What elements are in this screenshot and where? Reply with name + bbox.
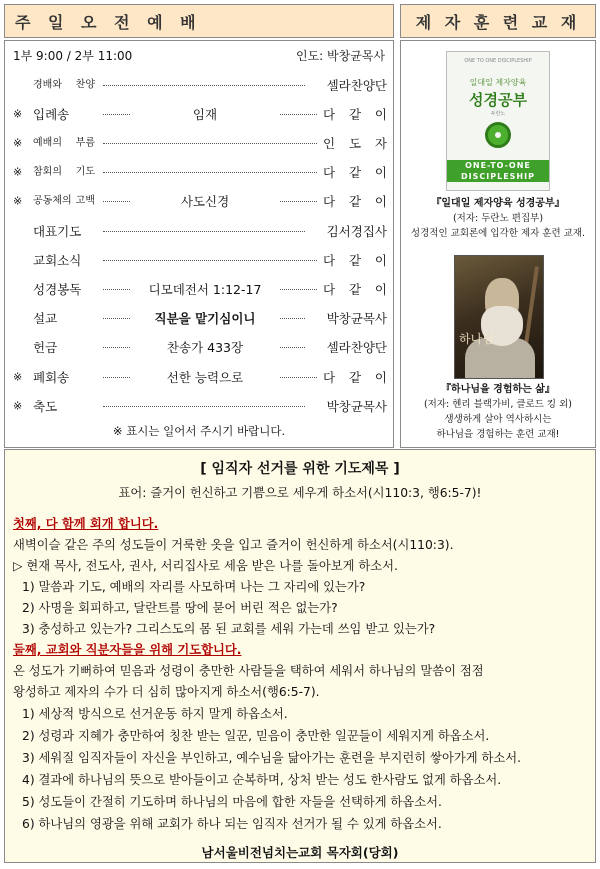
worship-order-row: [5, 216, 393, 245]
order-item-leader: 인 도 자: [323, 135, 387, 151]
worship-order-row: [5, 391, 393, 420]
first-heading: 첫째, 다 함께 회개 합니다.: [13, 517, 159, 531]
order-item-leader: 박창균목사: [326, 311, 387, 327]
standing-mark: ※: [13, 136, 23, 150]
order-item-name: 참회의 기도: [33, 166, 95, 178]
order-item-name: 성경봉독: [33, 281, 82, 297]
service-times-line: [13, 47, 385, 65]
order-item-leader: 다 같 이: [323, 106, 387, 122]
order-item-name: 입례송: [33, 106, 70, 122]
order-item-leader: 다 같 이: [323, 194, 387, 210]
first-line-2: ▷ 현재 목사, 전도사, 권사, 서리집사로 세움 받은 나를 돌아보게 하소서.: [13, 559, 398, 573]
second-item-1: 1) 세상적 방식으로 선거운동 하지 말게 하옵소서.: [22, 707, 288, 721]
prayer-topics-panel: [4, 449, 596, 863]
order-item-name: 설교: [33, 311, 58, 327]
worship-order-row: [5, 304, 393, 333]
worship-order-panel: [4, 40, 394, 448]
order-item-detail: 직분을 맡기심이니: [154, 311, 256, 327]
book1-cover-title: 성경공부: [469, 91, 527, 109]
book1-cover-top: ONE TO ONE DISCIPLESHIP: [464, 58, 532, 64]
dot-leader: [103, 260, 317, 261]
worship-order-row: [5, 187, 393, 216]
order-item-name: 폐회송: [33, 369, 70, 385]
second-item-5: 5) 성도들이 간절히 기도하며 하나님의 마음에 합한 자들을 선택하게 하옵소서.: [22, 795, 442, 809]
order-item-name: 경배와 찬양: [33, 79, 95, 90]
order-item-leader: 김서경집사: [326, 223, 387, 239]
order-item-name: 예배의 부름: [33, 137, 95, 149]
wheel-icon: [485, 122, 511, 148]
order-item-name: 공동체의 고백: [33, 195, 95, 207]
order-item-name: 헌금: [33, 340, 58, 356]
order-item-leader: 다 같 이: [323, 281, 387, 297]
second-item-2: 2) 성령과 지혜가 충만하여 칭찬 받는 일꾼, 믿음이 충만한 일꾼들이 세워지게 하옵소서.: [22, 729, 490, 743]
materials-panel: [400, 40, 596, 448]
book2-author: (저자: 헨리 블랙가비, 클로드 킹 외): [423, 399, 573, 410]
book1-description: 성경적인 교회론에 입각한 제자 훈련 교재.: [410, 228, 586, 239]
first-item-3: 3) 충성하고 있는가? 그리스도의 몸 된 교회를 세워 가는데 쓰임 받고 있는가?: [22, 622, 436, 636]
worship-order-row: [5, 99, 393, 128]
dot-leader: [103, 231, 305, 232]
worship-order-row: [5, 128, 393, 157]
worship-order-row: [5, 362, 393, 391]
book2-title: 『하나님을 경험하는 삶』: [441, 384, 555, 395]
worship-order-row: [5, 245, 393, 274]
order-item-leader: 셀라찬양단: [326, 77, 387, 93]
order-item-detail: 선한 능력으로: [166, 369, 244, 385]
order-item-detail: 사도신경: [180, 194, 230, 210]
standing-mark: ※: [13, 194, 23, 208]
book1-cover-band: ONE-TO-ONE DISCIPLESHIP: [447, 160, 549, 182]
prayer-footer: 남서울비전넘치는교회 목자회(당회): [201, 845, 399, 860]
prayer-title: [ 임직자 선거를 위한 기도제목 ]: [200, 461, 400, 477]
second-item-3: 3) 세워질 임직자들이 자신을 부인하고, 예수님을 닮아가는 훈련을 부지런히 쌓아가게 하소서.: [22, 751, 522, 765]
prayer-motto: 표어: 즐거이 헌신하고 기쁨으로 세우게 하소서(시110:3, 행6:5-7)!: [118, 486, 482, 500]
standing-mark: ※: [13, 399, 23, 413]
second-item-6: 6) 하나님의 영광을 위해 교회가 하나 되는 임직자 선거가 될 수 있게 하옵소서.: [22, 817, 442, 831]
order-item-leader: 다 같 이: [323, 252, 387, 268]
materials-header: 제 자 훈 련 교 재: [400, 4, 596, 38]
dot-leader: [103, 85, 305, 86]
order-item-detail: 디모데전서 1:12-17: [148, 281, 262, 297]
standing-mark: ※: [13, 165, 23, 179]
worship-header: 주 일 오 전 예 배: [4, 4, 394, 38]
worship-order-row: [5, 158, 393, 187]
second-heading: 둘째, 교회와 직분자들을 위해 기도합니다.: [13, 643, 242, 657]
book-cover-experiencing-god: [454, 255, 544, 379]
book1-cover-author: 두란노: [490, 111, 506, 117]
dot-leader: [103, 143, 317, 144]
worship-order-row: [5, 333, 393, 362]
book1-cover-subtitle: 일대일 제자양육: [469, 78, 527, 87]
worship-order-row: [5, 274, 393, 303]
order-item-name: 교회소식: [33, 252, 82, 268]
order-item-detail: 임재: [192, 106, 218, 122]
standing-note: ※ 표시는 일어서 주시기 바랍니다.: [112, 424, 286, 438]
book-cover-discipleship: [446, 51, 550, 191]
service-leader: 인도: 박창균목사: [295, 49, 385, 63]
worship-order-row: [5, 70, 393, 99]
order-item-leader: 다 같 이: [323, 165, 387, 181]
second-line-1: 온 성도가 기뻐하여 믿음과 성령이 충만한 사람들을 택하여 세워서 하나님의 말씀이 점점: [13, 664, 484, 678]
first-item-1: 1) 말씀과 기도, 예배의 자리를 사모하며 나는 그 자리에 있는가?: [22, 580, 366, 594]
first-line-1: 새벽이슬 같은 주의 성도들이 거룩한 옷을 입고 즐거이 헌신하게 하소서(시110:3).: [13, 538, 454, 552]
book2-description-1: 생생하게 살아 역사하시는: [444, 414, 552, 425]
order-item-leader: 셀라찬양단: [326, 340, 387, 356]
order-item-name: 대표기도: [33, 223, 82, 239]
service-times: 1부 9:00 / 2부 11:00: [13, 49, 133, 63]
second-item-4: 4) 결과에 하나님의 뜻으로 받아들이고 순복하며, 상처 받는 성도 한사람도 없게 하옵소서.: [22, 773, 502, 787]
order-item-detail: 찬송가 433장: [166, 340, 244, 356]
standing-mark: ※: [13, 370, 23, 383]
second-line-2: 왕성하고 제자의 수가 더 심히 많아지게 하소서(행6:5-7).: [13, 685, 320, 699]
standing-mark: ※: [13, 107, 23, 121]
book1-author: (저자: 두란노 편집부): [452, 213, 544, 224]
order-item-leader: 다 같 이: [323, 369, 387, 385]
first-item-2: 2) 사명을 회피하고, 달란트를 땅에 묻어 버린 적은 없는가?: [22, 601, 338, 615]
dot-leader: [103, 406, 305, 407]
order-item-name: 축도: [33, 398, 58, 414]
book1-title: 『일대일 제자양육 성경공부』: [431, 198, 565, 209]
order-item-leader: 박창균목사: [326, 398, 387, 414]
book2-cover-text: 하나님: [459, 332, 494, 346]
dot-leader: [103, 172, 317, 173]
book2-description-2: 하나님을 경험하는 훈련 교재!: [436, 429, 560, 440]
